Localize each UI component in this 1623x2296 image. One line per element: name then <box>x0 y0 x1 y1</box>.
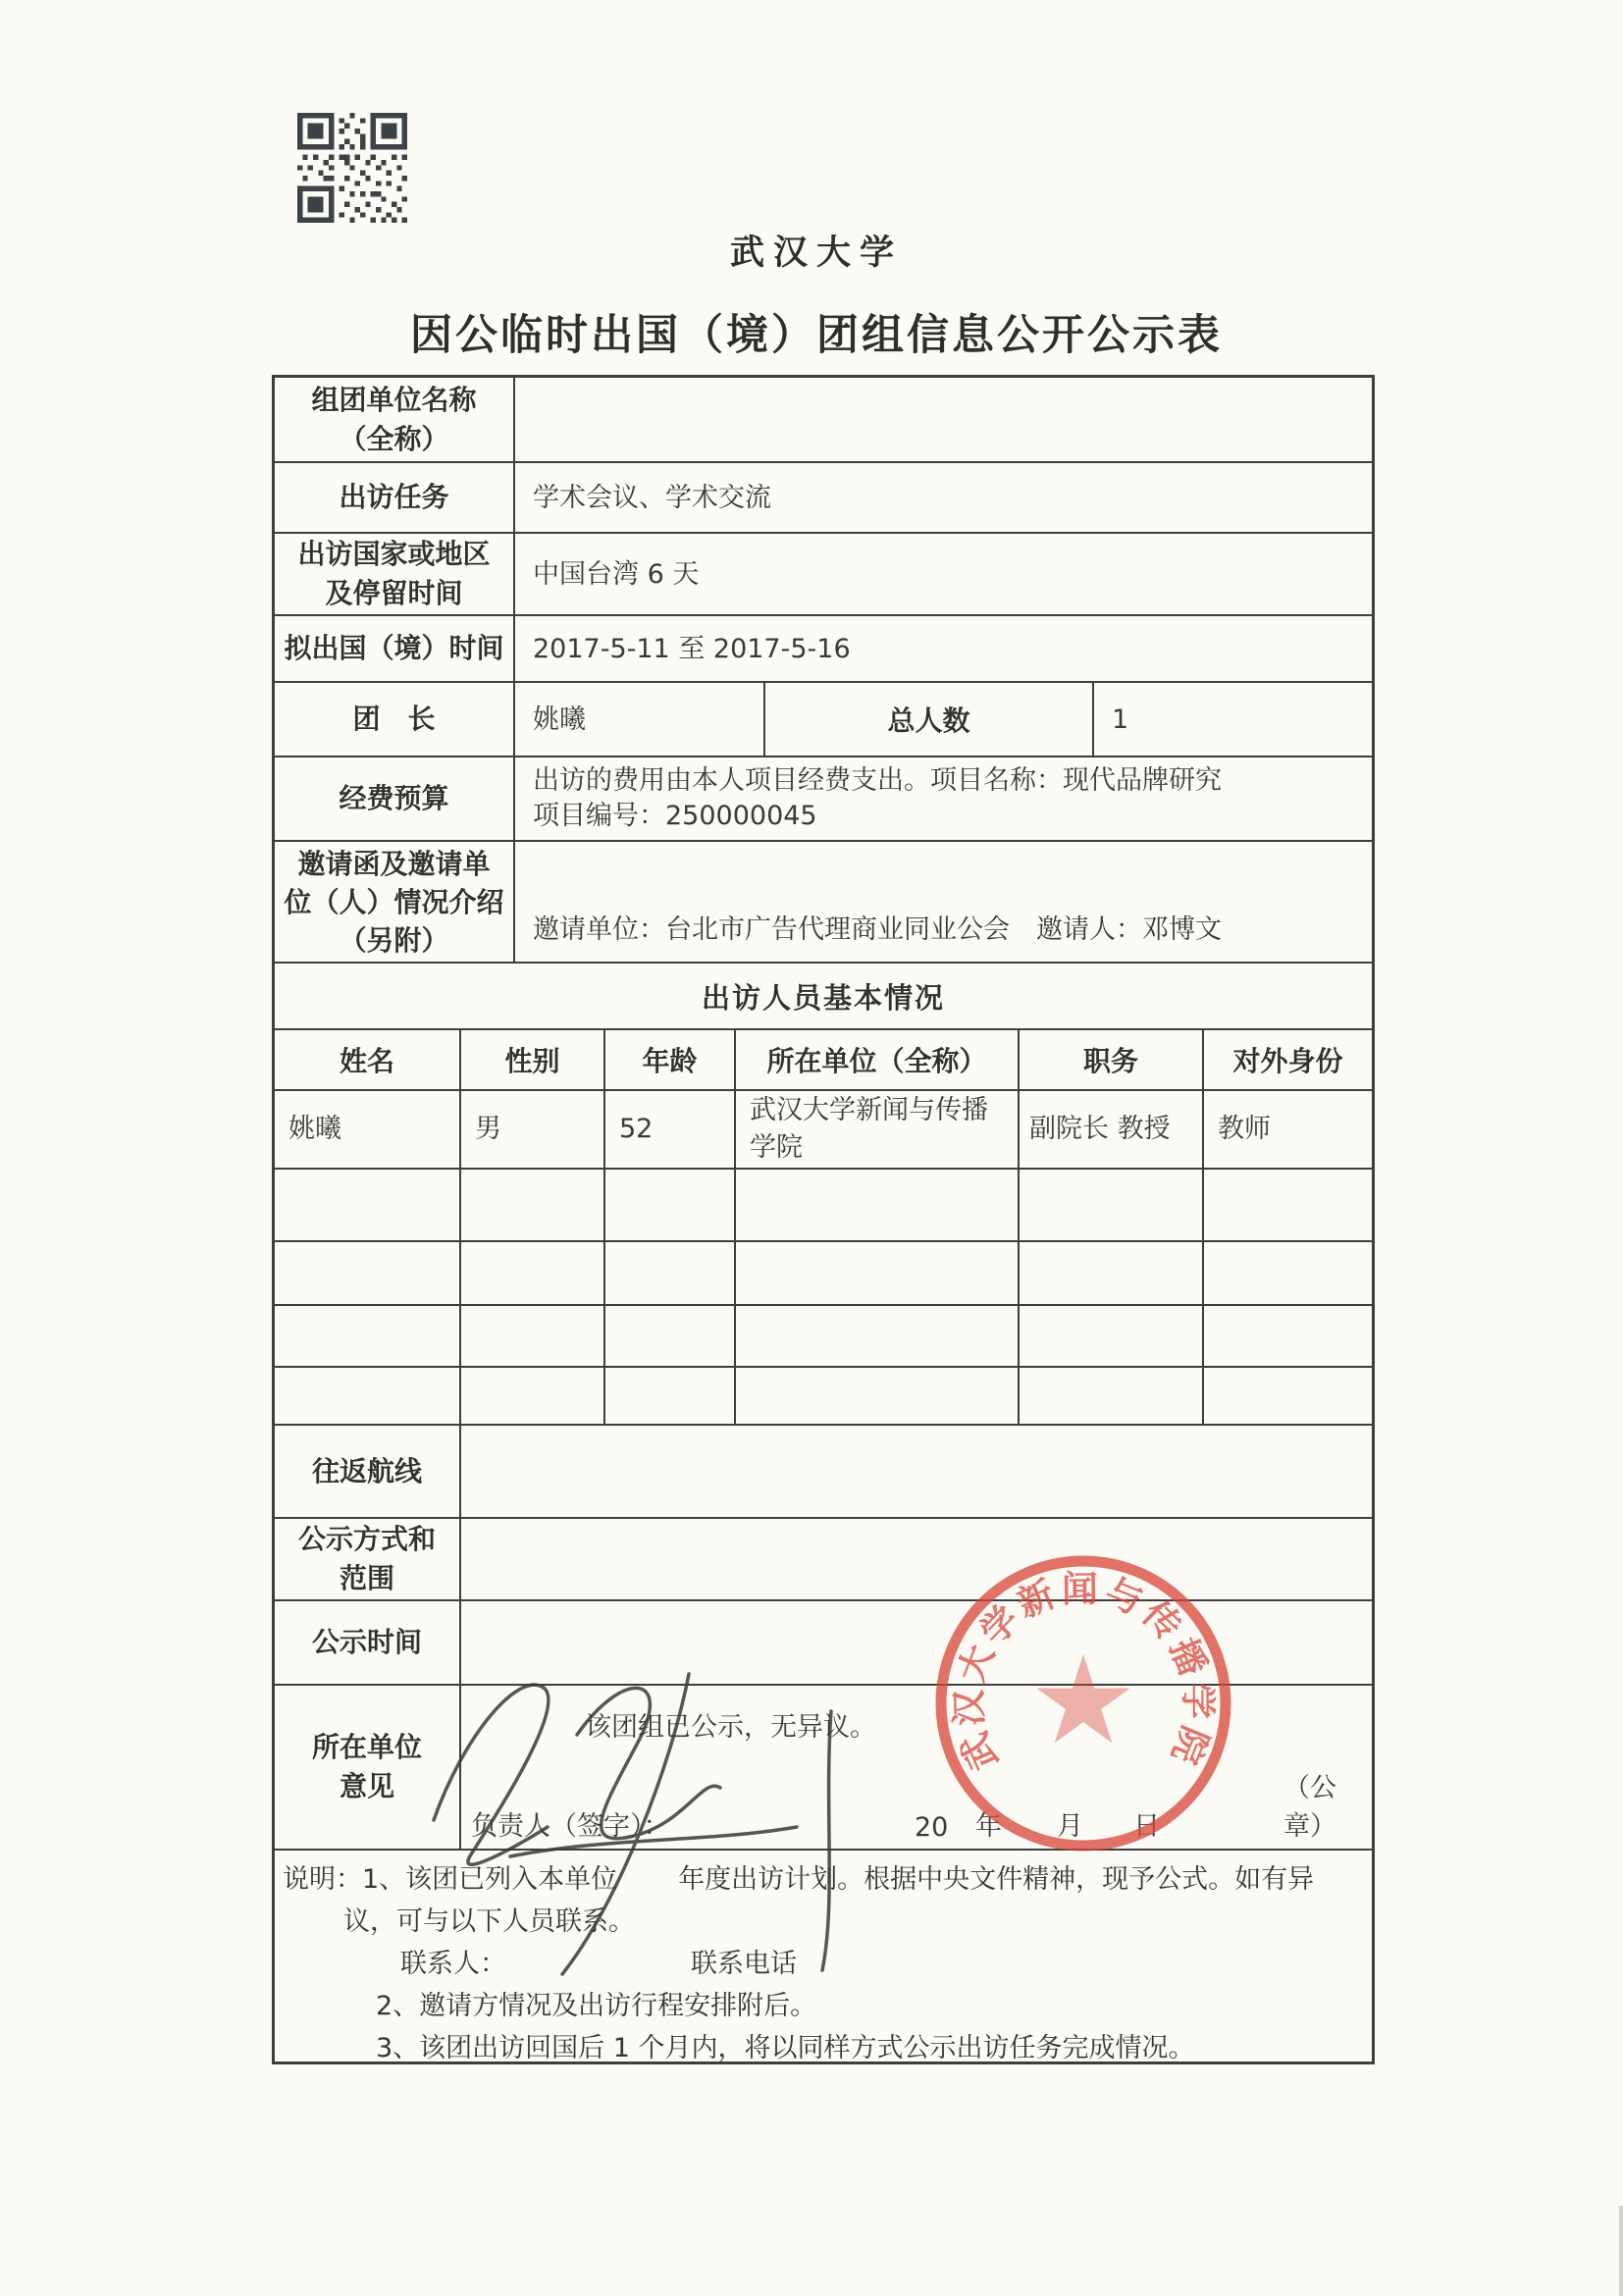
route-value <box>461 1426 1372 1517</box>
date-month-char: 月 <box>1057 1811 1083 1842</box>
budget-label: 经费预算 <box>275 757 515 840</box>
opinion-statement: 该团组已公示，无异议。 <box>585 1712 876 1743</box>
date-prefix: 20 <box>915 1812 949 1843</box>
member-empty-row <box>275 1368 1372 1426</box>
member-row <box>275 1091 1372 1170</box>
invitation-label: 邀请函及邀请单 位（人）情况介绍 （另附） <box>275 842 515 962</box>
member-position: 副院长 教授 <box>1020 1091 1204 1168</box>
scan-artifact <box>1619 2206 1623 2296</box>
member-empty-row <box>275 1306 1372 1368</box>
publicity-time-label: 公示时间 <box>275 1601 461 1684</box>
total-label: 总人数 <box>765 683 1094 756</box>
table-row <box>275 1519 1372 1601</box>
notes-line3: 2、邀请方情况及出访行程安排附后。 <box>376 1991 817 2021</box>
table-row <box>275 463 1372 534</box>
destination-label: 出访国家或地区 及停留时间 <box>275 534 515 614</box>
notes-line4: 3、该团出访回国后 1 个月内，将以同样方式公示出访任务完成情况。 <box>376 2033 1195 2063</box>
dates-label: 拟出国（境）时间 <box>275 616 515 681</box>
table-row <box>275 1426 1372 1519</box>
mission-value: 学术会议、学术交流 <box>533 482 771 513</box>
notes-phone-label: 联系电话 <box>691 1949 797 1979</box>
publicity-method-label: 公示方式和 范围 <box>275 1519 461 1599</box>
member-empty-row <box>275 1242 1372 1306</box>
destination-value: 中国台湾 6 天 <box>533 558 700 590</box>
col-external-identity: 对外身份 <box>1232 1045 1343 1077</box>
col-age: 年龄 <box>605 1030 736 1089</box>
notes-content <box>275 1851 1372 2061</box>
table-row <box>275 1601 1372 1686</box>
group-unit-value <box>515 378 1372 461</box>
notes-prefix: 说明：1、该团已列入本单位 <box>283 1864 618 1895</box>
unit-opinion-row <box>275 1686 1372 1851</box>
page-title: 武汉大学 <box>729 234 903 273</box>
member-age: 52 <box>605 1091 736 1168</box>
member-unit: 武汉大学新闻与传播学院 <box>736 1091 1020 1168</box>
notes-row <box>275 1851 1372 2061</box>
date-year-char: 年 <box>975 1811 1002 1842</box>
member-name: 姚曦 <box>275 1091 461 1168</box>
date-day-char: 日 <box>1133 1811 1160 1842</box>
notes-contact-label: 联系人： <box>400 1949 506 1979</box>
member-external-identity: 教师 <box>1218 1114 1271 1144</box>
notes-line2: 议，可与以下人员联系。 <box>343 1906 635 1937</box>
total-value: 1 <box>1112 704 1129 735</box>
opinion-content <box>461 1686 1372 1849</box>
members-section-row <box>275 964 1372 1030</box>
route-label: 往返航线 <box>275 1426 461 1517</box>
table-row <box>275 683 1372 757</box>
opinion-label: 所在单位 意见 <box>275 1686 461 1849</box>
seal-text: 武汉大学新闻与传播学院 <box>947 1567 1220 1777</box>
publicity-time-value <box>461 1601 1372 1684</box>
table-row <box>275 534 1372 616</box>
col-name: 姓名 <box>275 1030 461 1089</box>
col-gender: 性别 <box>461 1030 605 1089</box>
table-row <box>275 757 1372 842</box>
leader-label: 团 长 <box>275 683 515 756</box>
group-unit-label: 组团单位名称 （全称） <box>275 378 515 461</box>
leader-value: 姚曦 <box>515 683 765 756</box>
notes-line1-rest: 年度出访计划。根据中央文件精神，现予公式。如有异 <box>678 1864 1315 1895</box>
publicity-method-value <box>461 1519 1372 1599</box>
dates-value: 2017-5-11 至 2017-5-16 <box>533 633 851 664</box>
col-unit: 所在单位（全称） <box>736 1030 1020 1089</box>
seal-hint: （公章） <box>1283 1773 1336 1842</box>
mission-label: 出访任务 <box>275 463 515 532</box>
member-empty-row <box>275 1170 1372 1242</box>
invitation-value: 邀请单位：台北市广告代理商业同业公会 邀请人：邓博文 <box>533 914 1222 945</box>
table-row <box>275 842 1372 964</box>
table-row <box>275 378 1372 463</box>
budget-value: 出访的费用由本人项目经费支出。项目名称：现代品牌研究 项目编号：250000045 <box>533 765 1222 831</box>
col-position: 职务 <box>1020 1030 1204 1089</box>
signer-label: 负责人（签字）： <box>471 1811 670 1842</box>
qr-code <box>297 110 407 226</box>
member-gender: 男 <box>461 1091 605 1168</box>
members-header-row <box>275 1030 1372 1091</box>
table-row <box>275 616 1372 683</box>
members-section-title: 出访人员基本情况 <box>701 980 945 1015</box>
signature-line <box>461 1773 1372 1843</box>
form-table <box>272 375 1375 2064</box>
form-title: 因公临时出国（境）团组信息公开公示表 <box>410 311 1223 360</box>
